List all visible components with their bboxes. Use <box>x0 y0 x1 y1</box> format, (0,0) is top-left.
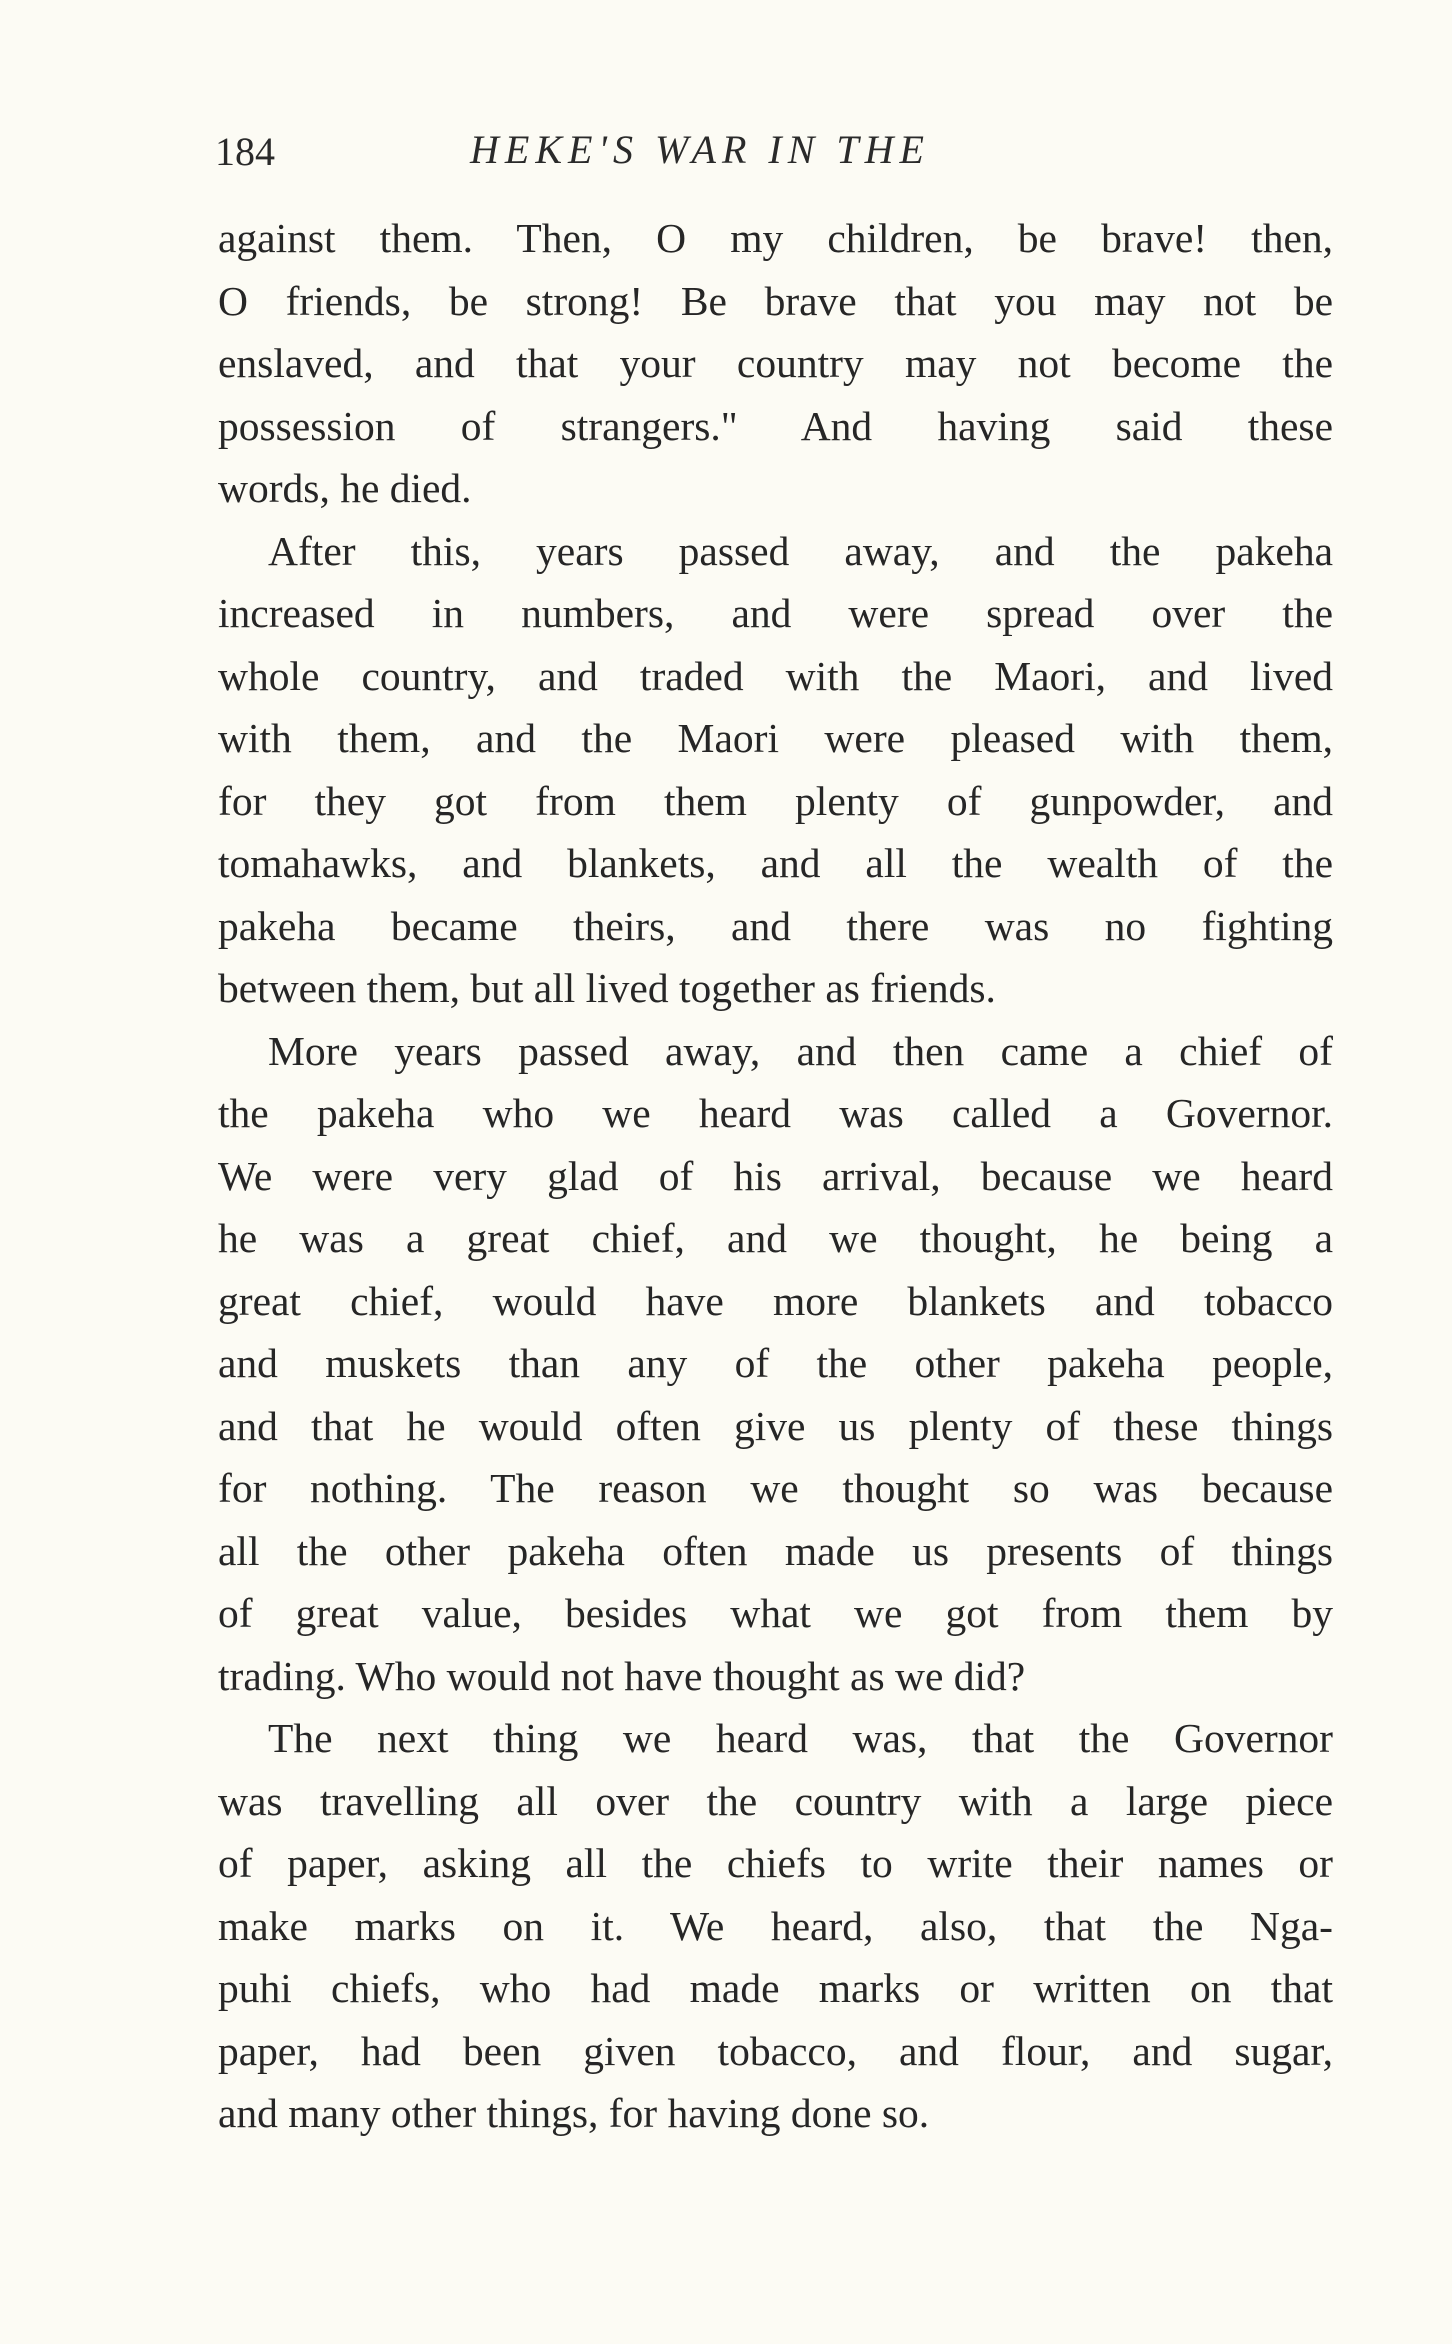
text-line: with them, and the Maori were pleased with them, <box>218 715 1333 761</box>
text-line: great chief, would have more blankets and tobacco <box>218 1277 1333 1324</box>
text-line: paper, had been given tobacco, and flour, and sugar, <box>218 2027 1333 2074</box>
text-line: tomahawks, and blankets, and all the wealth of the <box>218 840 1333 886</box>
text-line: for nothing. The reason we thought so was because <box>218 1465 1333 1511</box>
text-line: against them. Then, O my children, be brave! then, <box>218 215 1333 261</box>
text-line: possession of strangers." And having said these <box>218 402 1333 449</box>
text-line: was travelling all over the country with a large piece <box>218 1777 1333 1824</box>
running-title: HEKE'S WAR IN THE <box>470 127 930 172</box>
text-line: The next thing we heard was, that the Governor <box>268 1715 1333 1761</box>
text-line: trading. Who would not have thought as we did? <box>218 1652 1026 1699</box>
text-line: After this, years passed away, and the pakeha <box>268 527 1333 574</box>
page-number: 184 <box>215 129 275 174</box>
text-line: puhi chiefs, who had made marks or written on that <box>218 1965 1333 2011</box>
text-line: for they got from them plenty of gunpowder, and <box>218 777 1333 824</box>
text-line: the pakeha who we heard was called a Governor. <box>218 1090 1333 1136</box>
text-line: More years passed away, and then came a chief of <box>268 1027 1333 1074</box>
body-text <box>218 207 1333 2145</box>
text-line: he was a great chief, and we thought, he being a <box>218 1215 1333 1261</box>
text-line: pakeha became theirs, and there was no fighting <box>218 902 1333 949</box>
text-line: of great value, besides what we got from them by <box>218 1590 1333 1636</box>
text-line: all the other pakeha often made us presents of things <box>218 1527 1333 1574</box>
text-line: make marks on it. We heard, also, that the Nga- <box>218 1902 1333 1949</box>
text-line: and that he would often give us plenty of these things <box>218 1402 1333 1449</box>
text-line: between them, but all lived together as friends. <box>218 965 996 1011</box>
text-line: and many other things, for having done so. <box>218 2090 930 2136</box>
text-line: We were very glad of his arrival, because we heard <box>218 1152 1333 1199</box>
text-line: words, he died. <box>218 465 472 511</box>
text-line: O friends, be strong! Be brave that you may not be <box>218 277 1333 324</box>
text-line: increased in numbers, and were spread over the <box>218 590 1333 636</box>
text-line: whole country, and traded with the Maori, and lived <box>218 652 1333 699</box>
text-line: enslaved, and that your country may not become the <box>218 340 1333 386</box>
running-head <box>215 118 1330 178</box>
text-line: of paper, asking all the chiefs to write their names or <box>218 1840 1333 1886</box>
text-line: and muskets than any of the other pakeha people, <box>218 1340 1333 1386</box>
